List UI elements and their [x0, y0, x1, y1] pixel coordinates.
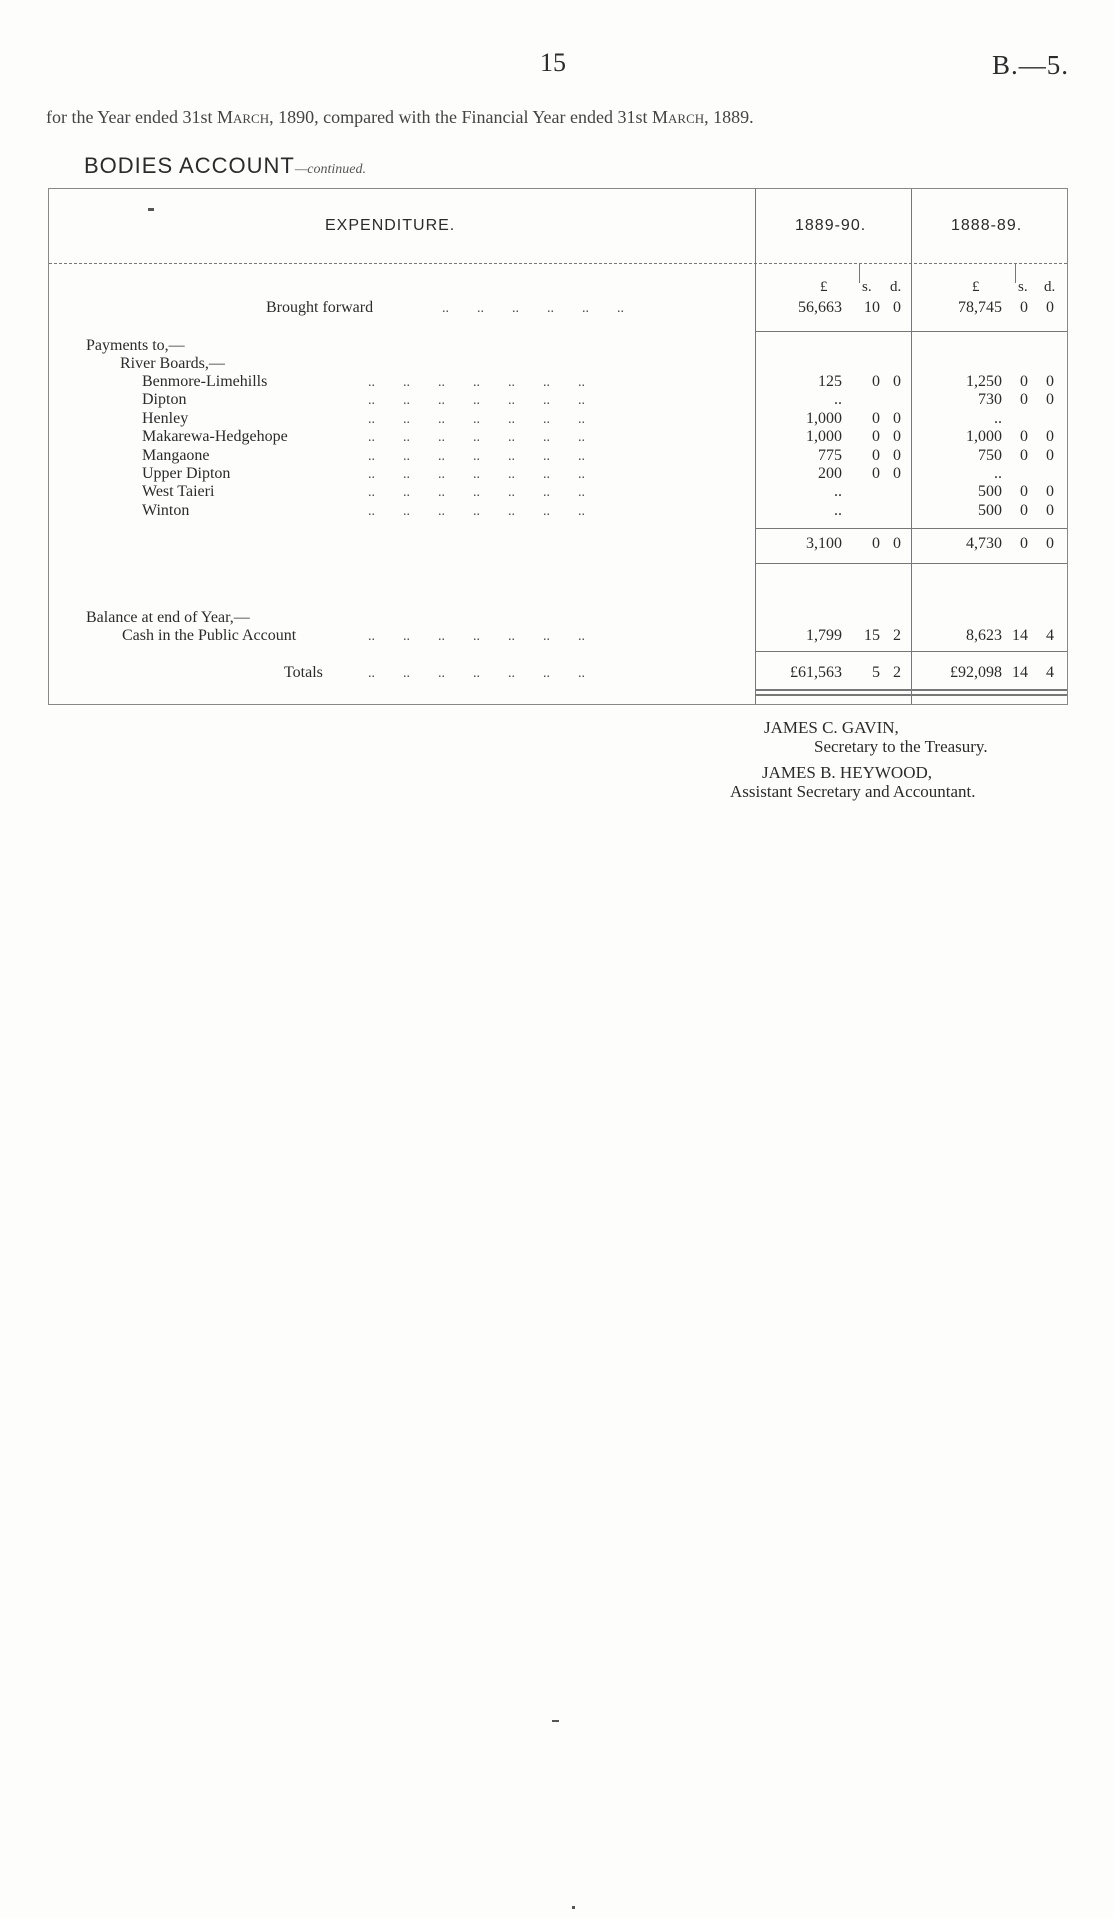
amount-pounds: 775 — [818, 447, 842, 464]
amount-shillings: 0 — [1020, 373, 1028, 390]
river-board-name: Mangaone — [142, 447, 210, 464]
leader-dots: .. .. .. .. .. .. .. — [368, 666, 585, 681]
subtotal-pounds: 4,730 — [966, 535, 1002, 552]
totals-rule — [755, 689, 1067, 691]
cash-label: Cash in the Public Account — [122, 627, 297, 644]
amount-shillings: 0 — [872, 373, 880, 390]
amount-pounds: 1,000 — [806, 410, 842, 427]
amount-pence: 0 — [1046, 447, 1054, 464]
document-reference: B.—5. — [992, 50, 1070, 80]
totals-pence: 2 — [893, 664, 901, 681]
subcolumn-divider — [1015, 263, 1016, 283]
cash-pence: 4 — [1046, 627, 1054, 644]
amount-shillings: 10 — [864, 299, 880, 316]
header-rule — [49, 263, 1067, 264]
cash-shillings: 14 — [1012, 627, 1028, 644]
currency-pence: d. — [1044, 279, 1056, 295]
signature-name: JAMES C. GAVIN, — [764, 718, 899, 737]
amount-pounds: .. — [994, 410, 1002, 427]
amount-pence: 0 — [1046, 373, 1054, 390]
amount-shillings: 0 — [1020, 447, 1028, 464]
row-rule — [755, 563, 1067, 564]
subtitle-part: , 1889. — [704, 107, 754, 127]
subtotal-pounds: 3,100 — [806, 535, 842, 552]
currency-pound: £ — [820, 279, 828, 295]
subtotal-pence: 0 — [1046, 535, 1054, 552]
amount-pounds: 1,000 — [806, 428, 842, 445]
river-board-name: Winton — [142, 502, 190, 519]
amount-pence: 0 — [1046, 299, 1054, 316]
row-rule — [755, 651, 1067, 652]
leader-dots: .. .. .. .. .. .. — [442, 301, 624, 316]
amount-pounds: 750 — [978, 447, 1002, 464]
currency-pence: d. — [890, 279, 902, 295]
subtitle-part: for the Year ended 31st — [46, 107, 217, 127]
amount-pence: 0 — [893, 410, 901, 427]
river-board-name: Makarewa-Hedgehope — [142, 428, 288, 445]
leader-dots: .. .. .. .. .. .. .. — [368, 412, 585, 427]
amount-pounds: 1,250 — [966, 373, 1002, 390]
totals-rule — [755, 694, 1067, 696]
subtotal-pence: 0 — [893, 535, 901, 552]
cash-pounds: 8,623 — [966, 627, 1002, 644]
amount-pounds: 500 — [978, 483, 1002, 500]
amount-pounds: 500 — [978, 502, 1002, 519]
amount-pounds: 1,000 — [966, 428, 1002, 445]
leader-dots: .. .. .. .. .. .. .. — [368, 393, 585, 408]
amount-shillings: 0 — [1020, 299, 1028, 316]
signature-title: Assistant Secretary and Accountant. — [730, 782, 976, 801]
amount-pence: 0 — [1046, 428, 1054, 445]
page-subtitle — [46, 107, 754, 128]
amount-shillings: 0 — [1020, 502, 1028, 519]
scan-speck — [552, 1720, 559, 1722]
amount-pence: 0 — [893, 299, 901, 316]
cash-shillings: 15 — [864, 627, 880, 644]
amount-pence: 0 — [893, 465, 901, 482]
amount-pence: 0 — [893, 373, 901, 390]
river-boards-label: River Boards,— — [120, 355, 225, 372]
amount-shillings: 0 — [872, 428, 880, 445]
amount-shillings: 0 — [872, 465, 880, 482]
totals-pence: 4 — [1046, 664, 1054, 681]
leader-dots: .. .. .. .. .. .. .. — [368, 629, 585, 644]
leader-dots: .. .. .. .. .. .. .. — [368, 504, 585, 519]
amount-pence: 0 — [1046, 391, 1054, 408]
amount-shillings: 0 — [1020, 483, 1028, 500]
amount-pounds: 200 — [818, 465, 842, 482]
amount-shillings: 0 — [1020, 428, 1028, 445]
amount-pounds: .. — [834, 483, 842, 500]
river-board-name: Upper Dipton — [142, 465, 231, 482]
column-divider — [755, 189, 756, 704]
amount-pounds: 78,745 — [958, 299, 1002, 316]
scan-speck — [572, 1906, 575, 1909]
amount-pounds: .. — [834, 391, 842, 408]
river-board-name: West Taieri — [142, 483, 215, 500]
totals-label: Totals — [284, 664, 323, 681]
currency-pound: £ — [972, 279, 980, 295]
header-year-1888-89: 1888-89. — [951, 217, 1023, 234]
amount-pounds: .. — [994, 465, 1002, 482]
subtotal-shillings: 0 — [1020, 535, 1028, 552]
amount-pounds: 56,663 — [798, 299, 842, 316]
subtitle-month: March — [652, 107, 705, 127]
subcolumn-divider — [859, 263, 860, 283]
amount-shillings: 0 — [872, 447, 880, 464]
river-board-name: Dipton — [142, 391, 187, 408]
leader-dots: .. .. .. .. .. .. .. — [368, 375, 585, 390]
subtitle-month: March — [216, 107, 270, 127]
totals-shillings: 5 — [872, 664, 880, 681]
page-number: 15 — [540, 48, 566, 77]
amount-pence: 0 — [893, 447, 901, 464]
cash-pence: 2 — [893, 627, 901, 644]
currency-shilling: s. — [1018, 279, 1028, 295]
currency-shilling: s. — [862, 279, 872, 295]
amount-pounds: .. — [834, 502, 842, 519]
amount-pence: 0 — [1046, 483, 1054, 500]
section-title — [84, 153, 366, 179]
river-board-name: Henley — [142, 410, 189, 427]
leader-dots: .. .. .. .. .. .. .. — [368, 430, 585, 445]
scan-speck — [148, 208, 154, 211]
amount-shillings: 0 — [1020, 391, 1028, 408]
header-expenditure: EXPENDITURE. — [325, 217, 456, 234]
subtotal-shillings: 0 — [872, 535, 880, 552]
cash-pounds: 1,799 — [806, 627, 842, 644]
totals-pounds: £61,563 — [790, 664, 842, 681]
amount-pence: 0 — [893, 428, 901, 445]
river-board-name: Benmore-Limehills — [142, 373, 268, 390]
section-title-text: BODIES ACCOUNT — [84, 153, 295, 178]
header-year-1889-90: 1889-90. — [795, 217, 867, 234]
amount-pounds: 730 — [978, 391, 1002, 408]
amount-pounds: 125 — [818, 373, 842, 390]
balance-label: Balance at end of Year,— — [86, 609, 250, 626]
totals-pounds: £92,098 — [950, 664, 1002, 681]
leader-dots: .. .. .. .. .. .. .. — [368, 485, 585, 500]
payments-label: Payments to,— — [86, 337, 185, 354]
amount-shillings: 0 — [872, 410, 880, 427]
row-rule — [755, 331, 1067, 332]
brought-forward-label: Brought forward — [266, 299, 374, 316]
section-continued: —continued. — [294, 162, 366, 177]
signature-title: Secretary to the Treasury. — [814, 737, 988, 756]
totals-shillings: 14 — [1012, 664, 1028, 681]
leader-dots: .. .. .. .. .. .. .. — [368, 449, 585, 464]
row-rule — [755, 528, 1067, 529]
leader-dots: .. .. .. .. .. .. .. — [368, 467, 585, 482]
subtitle-part: , 1890, compared with the Financial Year ended 31st — [269, 107, 653, 127]
column-divider — [911, 189, 912, 704]
amount-pence: 0 — [1046, 502, 1054, 519]
signature-name: JAMES B. HEYWOOD, — [762, 763, 932, 782]
